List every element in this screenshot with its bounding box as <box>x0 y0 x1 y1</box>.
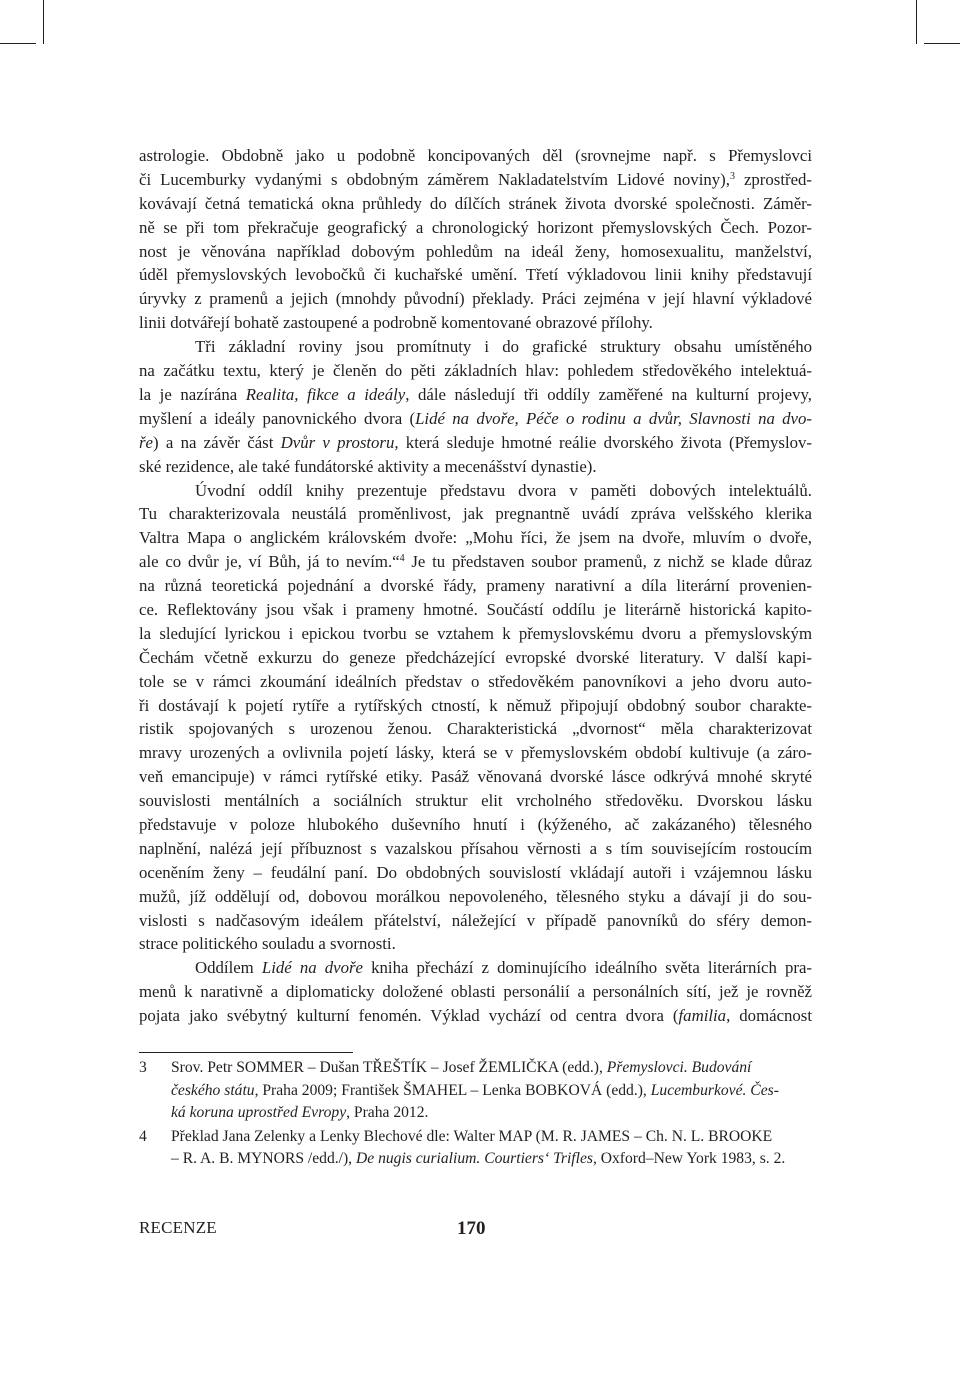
article-body <box>139 144 812 1028</box>
text-line: či Lucemburky vydanými s obdobným záměrem Nakladatelstvím Lidové noviny),$^3$ zprostřed- <box>139 169 812 189</box>
text-line: představuje v poloze hlubokého duševního hnutí i (kýženého, ač zakázaného) tělesného <box>139 814 812 834</box>
text-line: kovávají četná tematická okna průhledy do dílčích stránek života dvorské společnosti. Záměr- <box>139 193 812 213</box>
footnote-ref-3[interactable]: 3 <box>729 170 735 182</box>
text-line: linii dotvářejí bohatě zastoupené a podrobně komentované obrazové přílohy. <box>139 313 653 333</box>
text-line: la je nazírána Realita, fikce a ideály, dále následují tři oddíly zaměřené na kulturní projevy, <box>139 384 812 404</box>
paragraph <box>139 144 812 335</box>
text-line: strace politického souladu a svornosti. <box>139 934 396 954</box>
footnote-separator <box>139 1052 353 1053</box>
crop-mark-top-left-horizontal <box>0 43 36 44</box>
paragraph <box>139 335 812 478</box>
text-line: ně se při tom překračuje geografický a chronologický horizont přemyslovských Čech. Pozor- <box>139 217 812 237</box>
section-label: RECENZE <box>139 1218 217 1237</box>
crop-mark-top-left-vertical <box>43 0 44 44</box>
footnote-4: 4 Překlad Jana Zelenky a Lenky Blechové dle: Walter MAP (M. R. JAMES – Ch. N. L. BROOKE – R. A. B. MYNORS /edd./), De nugis curialium. Courtiers‘ Trifles, Oxford–New York 1983, s. 2. <box>139 1127 786 1168</box>
text-line: úděl přemyslovských levobočků či kuchařské umění. Třetí výkladovou linii knihy představují <box>139 265 812 285</box>
text-line: nost je věnována například dobovým pohledům na ideál ženy, homosexualitu, manželství, <box>139 241 812 261</box>
text-line: vislosti s nadčasovým ideálem přátelství, náležející v případě panovníků do sféry demon- <box>139 910 812 930</box>
text-line: ce. Reflektovány jsou však i prameny hmotné. Součástí oddílu je literárně historická kapito- <box>139 599 812 619</box>
paragraph <box>139 956 812 1028</box>
italic-title: ře <box>139 432 153 452</box>
text-line: Tu charakterizovala neustálá proměnlivost, jak pregnantně uvádí zpráva velšského klerika <box>139 504 812 524</box>
text-line: ře) a na závěr část Dvůr v prostoru, která sleduje hmotné reálie dvorského života (Přemyslov- <box>139 432 812 452</box>
text-line: menů k narativně a diplomaticky doložené oblasti personálií a personálních sítí, jež je rovněž <box>139 982 812 1002</box>
text-line: oceněním ženy – feudální paní. Do obdobných souvislostí vkládají autoři i vzájemnou lásku <box>139 862 812 882</box>
text-line: astrologie. Obdobně jako u podobně koncipovaných děl (srovnejme např. s Přemyslovci <box>139 146 812 165</box>
text-line: la sledující lyrickou i epickou tvorbu se vztahem k přemyslovskému dvoru a přemyslovským <box>139 623 812 643</box>
text-line: Oddílem Lidé na dvoře kniha přechází z dominujícího ideálního světa literárních pra- <box>195 958 812 978</box>
text-line: pojata jako svébytný kulturní fenomén. Výklad vychází od centra dvora (familia, domácnost <box>139 1006 812 1026</box>
text-line: ři dostávají k pojetí rytíře a rytířských ctností, k němuž připojují obdobný soubor charakte- <box>139 695 812 715</box>
crop-mark-top-right-vertical <box>916 0 917 44</box>
paragraph <box>139 479 812 957</box>
italic-title: Lidé na dvoře <box>261 958 363 978</box>
footnote-3: 3 Srov. Petr SOMMER – Dušan TŘEŠTÍK – Josef ŽEMLIČKA (edd.), Přemyslovci. Budování českého státu, Praha 2009; František ŠMAHEL – Lenka BOBKOVÁ (edd.), Lucemburkové. Čes- ká koruna uprostřed Evropy, Praha 2012. <box>139 1059 779 1122</box>
text-line: Úvodní oddíl knihy prezentuje představu dvora v paměti dobových intelektuálů. <box>195 480 812 500</box>
italic-title: Realita, fikce a ideály <box>245 384 406 404</box>
text-line: ristik spojovaných s urozenou ženou. Charakteristická „dvornost“ měla charakterizovat <box>139 719 812 739</box>
text-line: tole se v rámci zkoumání ideálních představ o středověkém panovníkovi a jeho dvoru auto- <box>139 671 812 691</box>
footnote-number: 4 <box>139 1127 147 1145</box>
italic-term: familia <box>678 1006 727 1026</box>
footnotes <box>139 1057 812 1171</box>
text-line: na začátku textu, který je členěn do pěti základních hlav: pohledem středověkého intelektuá- <box>139 361 812 381</box>
italic-title: Dvůr v prostoru, <box>280 432 399 452</box>
text-line: mravy urozených a ovlivnila pojetí lásky, která se v přemyslovském období kultivuje (a záro- <box>139 743 812 763</box>
footnote-number: 3 <box>139 1059 147 1076</box>
italic-title: Lidé na dvoře, Péče o rodinu a dvůr, Slavnosti na dvo- <box>415 408 812 428</box>
text-line: Tři základní roviny jsou promítnuty i do grafické struktury obsahu umístěného <box>195 337 812 357</box>
text-line: ské rezidence, ale také fundátorské aktivity a mecenášství dynastie). <box>139 456 597 476</box>
text-line: mužů, jíž oddělují od, dobovou morálkou nepovoleného, tělesného styku a dávají ji do sou- <box>139 886 812 906</box>
crop-mark-top-right-horizontal <box>924 43 960 44</box>
page-number: 170 <box>457 1218 486 1239</box>
text-line: souvislosti mentálních a sociálních struktur elit vrcholného středověku. Dvorskou lásku <box>139 791 812 811</box>
text-line: myšlení a ideály panovnického dvora (Lidé na dvoře, Péče o rodinu a dvůr, Slavnosti na dvo- <box>139 408 812 428</box>
text-line: na různá teoretická pojednání a dvorské řády, prameny narativní a díla literární provenien- <box>139 576 812 596</box>
text-line: Valtra Mapa o anglickém královském dvoře: „Mohu říci, že jsem na dvoře, mluvím o dvoře, <box>139 528 812 548</box>
footnote-ref-4[interactable]: 4 <box>399 553 405 565</box>
text-line: naplnění, nalézá její příbuznost s vazalskou přísahou věrnosti a s tím souvisejícím rostoucím <box>139 838 812 858</box>
text-line: veň emancipuje) v rámci rytířské etiky. Pasáž věnovaná dvorské lásce odkrývá mnohé skryté <box>139 767 812 787</box>
text-line: Čechám včetně exkurzu do geneze předcházející evropské dvorské literatury. V další kapi- <box>139 647 812 667</box>
text-line: ale co dvůr je, ví Bůh, já to nevím.“$^4$ Je tu představen soubor pramenů, z nichž se klade důraz <box>139 552 812 572</box>
text-line: úryvky z pramenů a jejich (mnohdy původní) překlady. Práci zejména v její hlavní výkladové <box>139 289 812 309</box>
